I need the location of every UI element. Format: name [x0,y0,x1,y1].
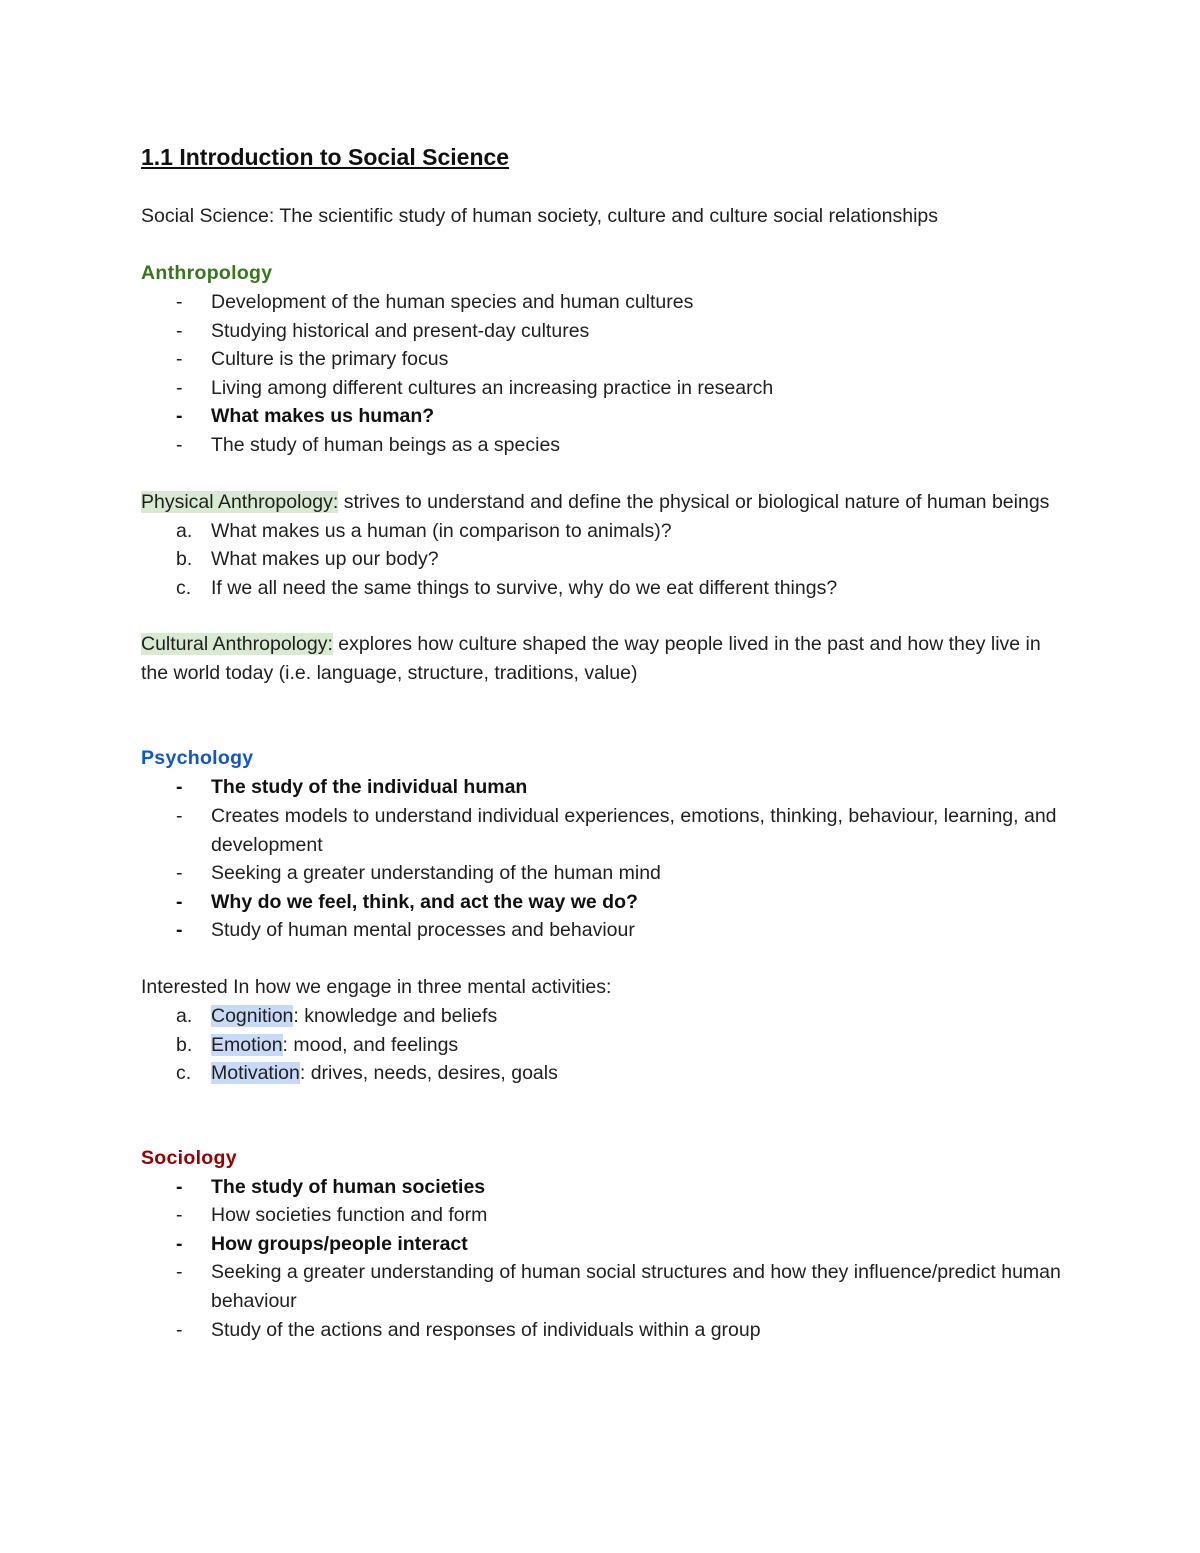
document-page [141,140,1061,1344]
list-item: - Seeking a greater understanding of the human mind [176,862,661,885]
list-item: - Culture is the primary focus [176,348,449,371]
list-item: - How groups/people interact [176,1232,468,1255]
list-item: - The study of human societies [176,1175,486,1198]
mental-activities-list [141,1002,1061,1088]
anthropology-heading: Anthropology [141,262,273,284]
list-item: - What makes us human? [176,405,435,428]
psychology-list [141,773,1061,945]
physical-anthropology-list [141,517,1061,603]
list-item: - The study of human beings as a species [176,433,561,456]
mental-activities-intro: Interested In how we engage in three mental activities: [141,975,612,998]
sociology-list [141,1173,1061,1345]
physical-anthropology-definition: Physical Anthropology: strives to understand and define the physical or biological nature of human beings [141,490,1050,513]
list-item: a. Cognition: knowledge and beliefs [176,1004,498,1027]
intro-definition: Social Science: The scientific study of human society, culture and culture social relationships [141,205,939,227]
list-item: - Why do we feel, think, and act the way we do? [176,890,638,913]
page-title: 1.1 Introduction to Social Science [141,144,510,170]
cultural-anthropology-definition: Cultural Anthropology: explores how culture shaped the way people lived in the past and how they live in the world today (i.e. language, structure, traditions, value) [141,633,1041,685]
list-item: b. What makes up our body? [176,548,439,571]
physical-anthropology-term: Physical Anthropology: [141,490,339,513]
list-item: a. What makes us a human (in comparison to animals)? [176,519,672,542]
list-item: - Creates models to understand individual experiences, emotions, thinking, behaviour, learning, and development [176,804,1057,856]
list-item: b. Emotion: mood, and feelings [176,1033,459,1056]
list-item: c. If we all need the same things to survive, why do we eat different things? [176,576,838,599]
list-item: - Development of the human species and human cultures [176,291,694,313]
list-item: - The study of the individual human [176,776,528,799]
list-item: - Study of the actions and responses of individuals within a group [176,1318,761,1341]
psychology-heading: Psychology [141,747,254,770]
list-item: - Seeking a greater understanding of human social structures and how they influence/predict human behaviour [176,1261,1061,1313]
list-item: - Studying historical and present-day cultures [176,319,590,342]
cultural-anthropology-term: Cultural Anthropology: [141,633,333,656]
list-item: - How societies function and form [176,1204,488,1227]
anthropology-list [141,288,1061,460]
list-item: - Study of human mental processes and behaviour [176,919,635,942]
sociology-heading: Sociology [141,1146,237,1169]
list-item: c. Motivation: drives, needs, desires, goals [176,1062,558,1085]
list-item: - Living among different cultures an increasing practice in research [176,376,774,399]
